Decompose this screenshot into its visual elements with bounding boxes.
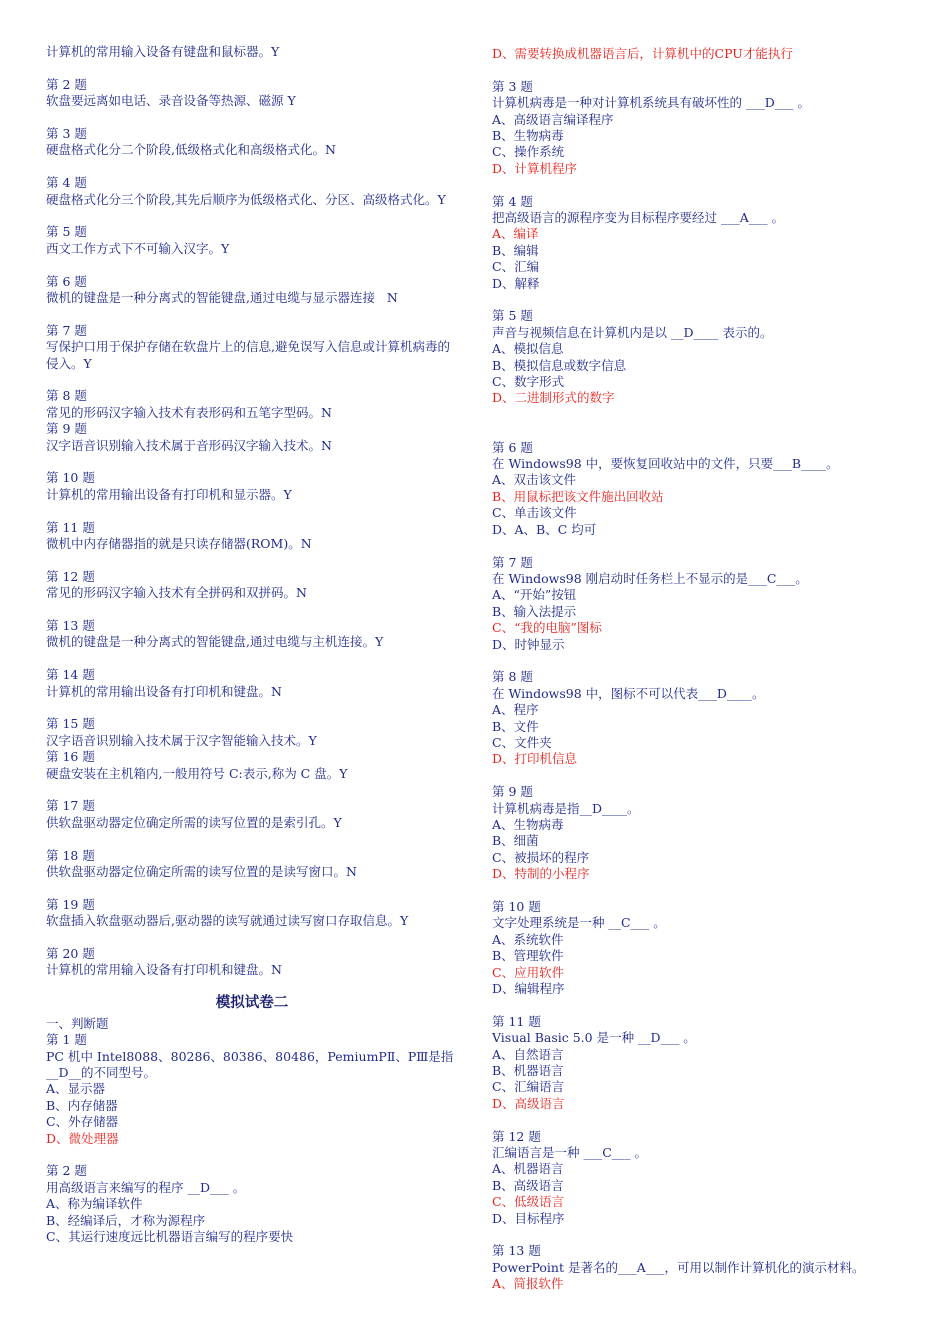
question-block (492, 79, 910, 177)
answer-option: D、打印机信息 (492, 751, 578, 767)
question-number: 第 18 题 (46, 847, 95, 863)
question-block (492, 784, 910, 882)
question-block (46, 470, 458, 503)
answer-option: D、微处理器 (46, 1130, 119, 1146)
question-number: 第 8 题 (492, 669, 533, 685)
option: B、输入法提示 (492, 603, 577, 619)
question-block (46, 569, 458, 602)
question-stem: PC 机中 Intel8088、80286、80386、80486，PemiumPⅡ、PⅢ是指__D__的不同型号。 (46, 1048, 454, 1080)
question-text: 硬盘格式化分二个阶段,低级格式化和高级格式化。N (46, 142, 336, 158)
question-block (46, 224, 458, 257)
question-text: 软盘要远离如电话、录音设备等热源、磁源 Y (46, 93, 296, 109)
option: A、双击该文件 (492, 472, 577, 488)
question-block (46, 421, 458, 454)
question-number: 第 2 题 (46, 1163, 87, 1179)
question-text: 写保护口用于保护存储在软盘片上的信息,避免误写入信息或计算机病毒的侵入。Y (46, 339, 450, 371)
answer-option: C、低级语言 (492, 1194, 565, 1210)
question-number: 第 7 题 (492, 554, 533, 570)
question-stem: 在 Windows98 中，图标不可以代表___D____。 (492, 685, 765, 701)
question-text: 硬盘安装在主机箱内,一般用符号 C:表示,称为 C 盘。Y (46, 765, 348, 781)
spacer (492, 423, 910, 439)
question-block (492, 1014, 910, 1112)
option: C、被损坏的程序 (492, 849, 590, 865)
question-number: 第 15 题 (46, 716, 95, 732)
question-text: 微机中内存储器指的就是只读存储器(ROM)。N (46, 536, 312, 552)
question-number: 第 11 题 (46, 519, 95, 535)
question-block (46, 798, 458, 831)
question-block (492, 555, 910, 653)
question-stem: PowerPoint 是著名的___A___，可用以制作计算机化的演示材料。 (492, 1259, 865, 1275)
question-number: 第 3 题 (46, 126, 87, 141)
question-block (46, 1032, 458, 1147)
question-text: 计算机的常用输出设备有打印机和键盘。N (46, 683, 282, 699)
question-block (46, 946, 458, 979)
question-stem: 在 Windows98 中，要恢复回收站中的文件，只要___B____。 (492, 456, 839, 472)
option: C、文件夹 (492, 734, 552, 750)
question-text: 计算机的常用输出设备有打印机和显示器。Y (46, 486, 292, 502)
question-text: 汉字语音识别输入技术属于音形码汉字输入技术。N (46, 437, 332, 453)
question-text: 计算机的常用输入设备有打印机和键盘。N (46, 962, 282, 978)
option: D、编辑程序 (492, 981, 565, 997)
question-number: 第 20 题 (46, 946, 95, 962)
question-number: 第 17 题 (46, 798, 95, 814)
option: C、其运行速度远比机器语言编写的程序要快 (46, 1228, 294, 1244)
question-number: 第 11 题 (492, 1013, 541, 1029)
question-number: 第 10 题 (492, 898, 541, 914)
option: C、汇编 (492, 259, 540, 275)
question-block (46, 126, 458, 159)
question-block (46, 1163, 458, 1245)
question-stem: Visual Basic 5.0 是一种 __D___ 。 (492, 1030, 696, 1046)
question-number: 第 2 题 (46, 76, 87, 92)
question-text: 常见的形码汉字输入技术有表形码和五笔字型码。N (46, 404, 332, 420)
question-number: 第 3 题 (492, 78, 533, 94)
question-text: 供软盘驱动器定位确定所需的读写位置的是索引孔。Y (46, 814, 342, 830)
question-number: 第 4 题 (46, 175, 87, 191)
question-block (46, 749, 458, 782)
option: D、A、B、C 均可 (492, 521, 597, 537)
question-number: 第 5 题 (492, 308, 533, 324)
option: B、文件 (492, 718, 539, 734)
option: B、高级语言 (492, 1177, 564, 1193)
answer-option: C、“我的电脑”图标 (492, 620, 602, 636)
question-stem: 用高级语言来编写的程序 __D___ 。 (46, 1179, 246, 1195)
question-block (46, 520, 458, 553)
question-block (46, 667, 458, 700)
option: A、显示器 (46, 1081, 106, 1097)
question-number: 第 19 题 (46, 896, 95, 912)
question-stem: 计算机病毒是一种对计算机系统具有破坏性的 ___D___ 。 (492, 95, 810, 111)
question-block (46, 323, 458, 372)
question-number: 第 12 题 (46, 568, 95, 584)
carry-over-option (492, 46, 910, 62)
left-column (46, 44, 458, 1262)
question-block (46, 274, 458, 307)
right-column (492, 46, 910, 1309)
answer-option: A、简报软件 (492, 1276, 564, 1292)
question-number: 第 8 题 (46, 388, 87, 404)
question-number: 第 10 题 (46, 470, 95, 486)
answer-option: B、用鼠标把该文件施出回收站 (492, 488, 664, 504)
option: C、汇编语言 (492, 1079, 565, 1095)
answer-option: D、需要转换成机器语言后，计算机中的CPU才能执行 (492, 46, 793, 61)
question-stem: 汇编语言是一种 ___C___ 。 (492, 1145, 648, 1161)
answer-option: C、应用软件 (492, 964, 565, 980)
question-number: 第 9 题 (46, 421, 87, 437)
question-block (46, 44, 458, 60)
question-stem: 在 Windows98 刚启动时任务栏上不显示的是___C___。 (492, 570, 808, 586)
option: A、生物病毒 (492, 816, 564, 832)
question-number: 第 7 题 (46, 322, 87, 338)
question-number: 第 9 题 (492, 784, 533, 800)
question-block (492, 1129, 910, 1227)
option: B、生物病毒 (492, 128, 564, 144)
answer-option: D、计算机程序 (492, 160, 578, 176)
option: C、数字形式 (492, 374, 565, 390)
option: B、管理软件 (492, 948, 564, 964)
question-block (46, 77, 458, 110)
option: D、目标程序 (492, 1210, 565, 1226)
question-text: 西文工作方式下不可输入汉字。Y (46, 240, 230, 256)
option: A、自然语言 (492, 1046, 564, 1062)
question-block (46, 175, 458, 208)
option: B、机器语言 (492, 1063, 564, 1079)
option: B、编辑 (492, 242, 539, 258)
option: A、程序 (492, 702, 539, 718)
question-block (46, 618, 458, 651)
section-subtitle: 一、判断题 (46, 1015, 109, 1031)
option: D、解释 (492, 275, 540, 291)
question-text: 供软盘驱动器定位确定所需的读写位置的是读写窗口。N (46, 864, 357, 880)
option: A、系统软件 (492, 931, 564, 947)
option: A、“开始”按钮 (492, 587, 577, 603)
question-text: 硬盘格式化分三个阶段,其先后顺序为低级格式化、分区、高级格式化。Y (46, 191, 446, 207)
answer-option: D、高级语言 (492, 1095, 565, 1111)
question-number: 第 4 题 (492, 193, 533, 209)
question-stem: 文字处理系统是一种 __C___ 。 (492, 915, 666, 931)
question-stem: 计算机病毒是指__D____。 (492, 800, 640, 816)
question-text: 微机的键盘是一种分离式的智能键盘,通过电缆与主机连接。Y (46, 634, 384, 650)
section-title: 模拟试卷二 (215, 995, 289, 1012)
question-block (46, 897, 458, 930)
question-block (46, 716, 458, 749)
question-text: 常见的形码汉字输入技术有全拼码和双拼码。N (46, 585, 307, 601)
question-number: 第 14 题 (46, 667, 95, 683)
option: C、外存储器 (46, 1114, 119, 1130)
option: A、称为编译软件 (46, 1196, 143, 1212)
question-block (46, 388, 458, 421)
option: C、单击该文件 (492, 505, 577, 521)
answer-option: A、编译 (492, 226, 539, 242)
option: B、细菌 (492, 833, 539, 849)
question-number: 第 1 题 (46, 1032, 87, 1048)
question-block (492, 669, 910, 767)
option: B、内存储器 (46, 1097, 118, 1113)
question-block (492, 1243, 910, 1292)
option: A、高级语言编译程序 (492, 111, 614, 127)
question-text: 软盘插入软盘驱动器后,驱动器的读写就通过读写窗口存取信息。Y (46, 913, 409, 929)
question-text: 计算机的常用输入设备有键盘和鼠标器。Y (46, 44, 280, 59)
question-text: 汉字语音识别输入技术属于汉字智能输入技术。Y (46, 732, 317, 748)
option: B、模拟信息或数字信息 (492, 357, 627, 373)
question-number: 第 5 题 (46, 224, 87, 240)
question-number: 第 13 题 (46, 618, 95, 634)
option: C、操作系统 (492, 144, 565, 160)
question-text: 微机的键盘是一种分离式的智能键盘,通过电缆与显示器连接 N (46, 290, 398, 306)
question-block (492, 308, 910, 406)
question-number: 第 16 题 (46, 749, 95, 765)
question-number: 第 6 题 (46, 273, 87, 289)
question-block (492, 440, 910, 538)
question-number: 第 12 题 (492, 1128, 541, 1144)
option: D、时钟显示 (492, 636, 565, 652)
question-block (492, 899, 910, 997)
question-number: 第 6 题 (492, 439, 533, 455)
answer-option: D、特制的小程序 (492, 866, 590, 882)
option: B、经编译后，才称为源程序 (46, 1212, 206, 1228)
question-number: 第 13 题 (492, 1243, 541, 1259)
question-block (46, 848, 458, 881)
question-stem: 声音与视频信息在计算机内是以 __D____ 表示的。 (492, 324, 773, 340)
question-block (492, 194, 910, 292)
option: A、机器语言 (492, 1161, 564, 1177)
option: A、模拟信息 (492, 341, 564, 357)
answer-option: D、二进制形式的数字 (492, 390, 615, 406)
question-stem: 把高级语言的源程序变为目标程序要经过 ___A___ 。 (492, 210, 784, 226)
